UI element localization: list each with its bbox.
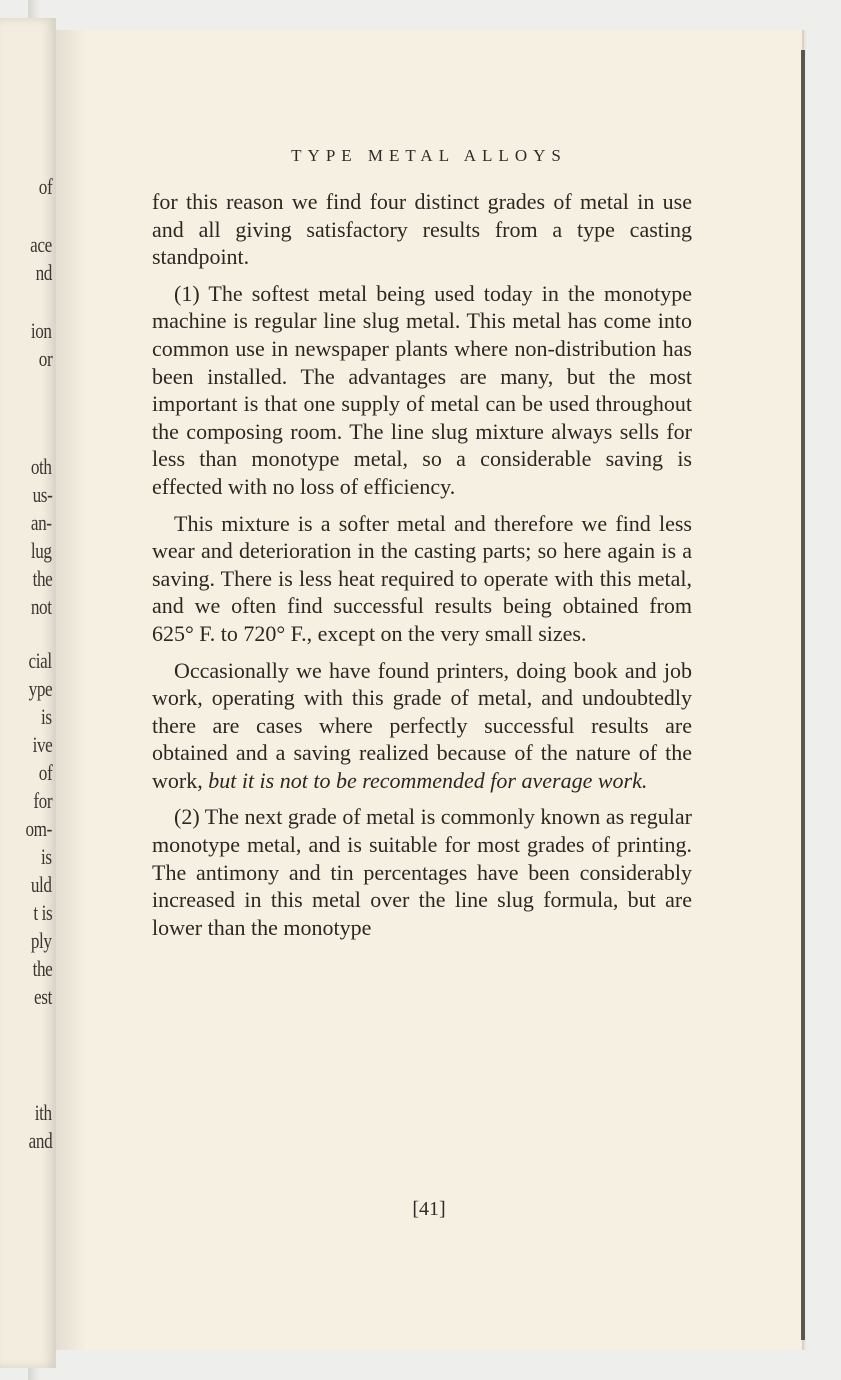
facing-page-word: is [41,844,52,869]
facing-page-word: ion [31,318,52,343]
facing-page-word: of [38,174,52,199]
running-head: TYPE METAL ALLOYS [291,146,567,165]
italic-emphasis: but it is not to be recommended for average work. [208,767,648,793]
facing-page-word: us- [32,482,52,507]
facing-page-word: t is [33,900,52,925]
facing-page-word: not [31,594,52,619]
facing-page-word: ith [35,1100,52,1125]
facing-page-word: and [28,1128,52,1153]
facing-page-word: nd [35,260,52,285]
facing-page-word: om- [25,816,52,841]
paragraph: (1) The softest metal being used today in the monotype machine is regular line slug metal. This metal has come into common use in newspaper plants where non-distribution has been installed. The advantages are many, but the most important is that one supply of metal can be used throughout the composing room. The line slug mixture always sells for less than monotype metal, so a considerable saving is effected with no loss of efficiency. [152,280,692,499]
paragraph-text: Occasionally we have found printers, doing book and job work, operating with this grade of metal, and undoubtedly there are cases where perfectly successful results are obtained and a saving realized because of the nature of the work, [152,657,692,793]
facing-page-word: is [41,704,52,729]
facing-page-word: ive [32,732,52,757]
facing-page-word: of [38,760,52,785]
body-text [152,188,692,950]
paragraph: (2) The next grade of metal is commonly known as regular monotype metal, and is suitable for most grades of printing. The antimony and tin percentages have been considerably increased in this metal over the line slug formula, but are lower than the monotype [152,804,692,940]
gutter-shadow [56,30,86,1350]
page-edge [801,50,805,1340]
paragraph [152,657,692,795]
facing-page-word: the [32,956,52,981]
facing-page-word: ype [28,676,52,701]
page-number: [41] [412,1198,446,1220]
facing-page-word: cial [28,648,52,673]
facing-page-edge [0,18,56,1368]
facing-page-word: or [38,346,52,371]
paragraph: for this reason we find four distinct grades of metal in use and all giving satisfactory results from a type casting standpoint. [152,189,692,270]
facing-page-word: for [33,788,52,813]
facing-page-word: est [34,984,52,1009]
facing-page-word: oth [31,454,52,479]
facing-page-word: ace [30,232,52,257]
book-page [56,30,802,1350]
facing-page-word: lug [31,538,52,563]
facing-page-word: uld [31,872,52,897]
facing-page-word: the [32,566,52,591]
paragraph: This mixture is a softer metal and therefore we find less wear and deterioration in the casting parts; so here again is a saving. There is less heat required to operate with this metal, and we often find successful results being obtained from 625° F. to 720° F., except on the very small sizes. [152,510,692,646]
facing-page-word: an- [31,510,52,535]
facing-page-word: ply [31,928,52,953]
